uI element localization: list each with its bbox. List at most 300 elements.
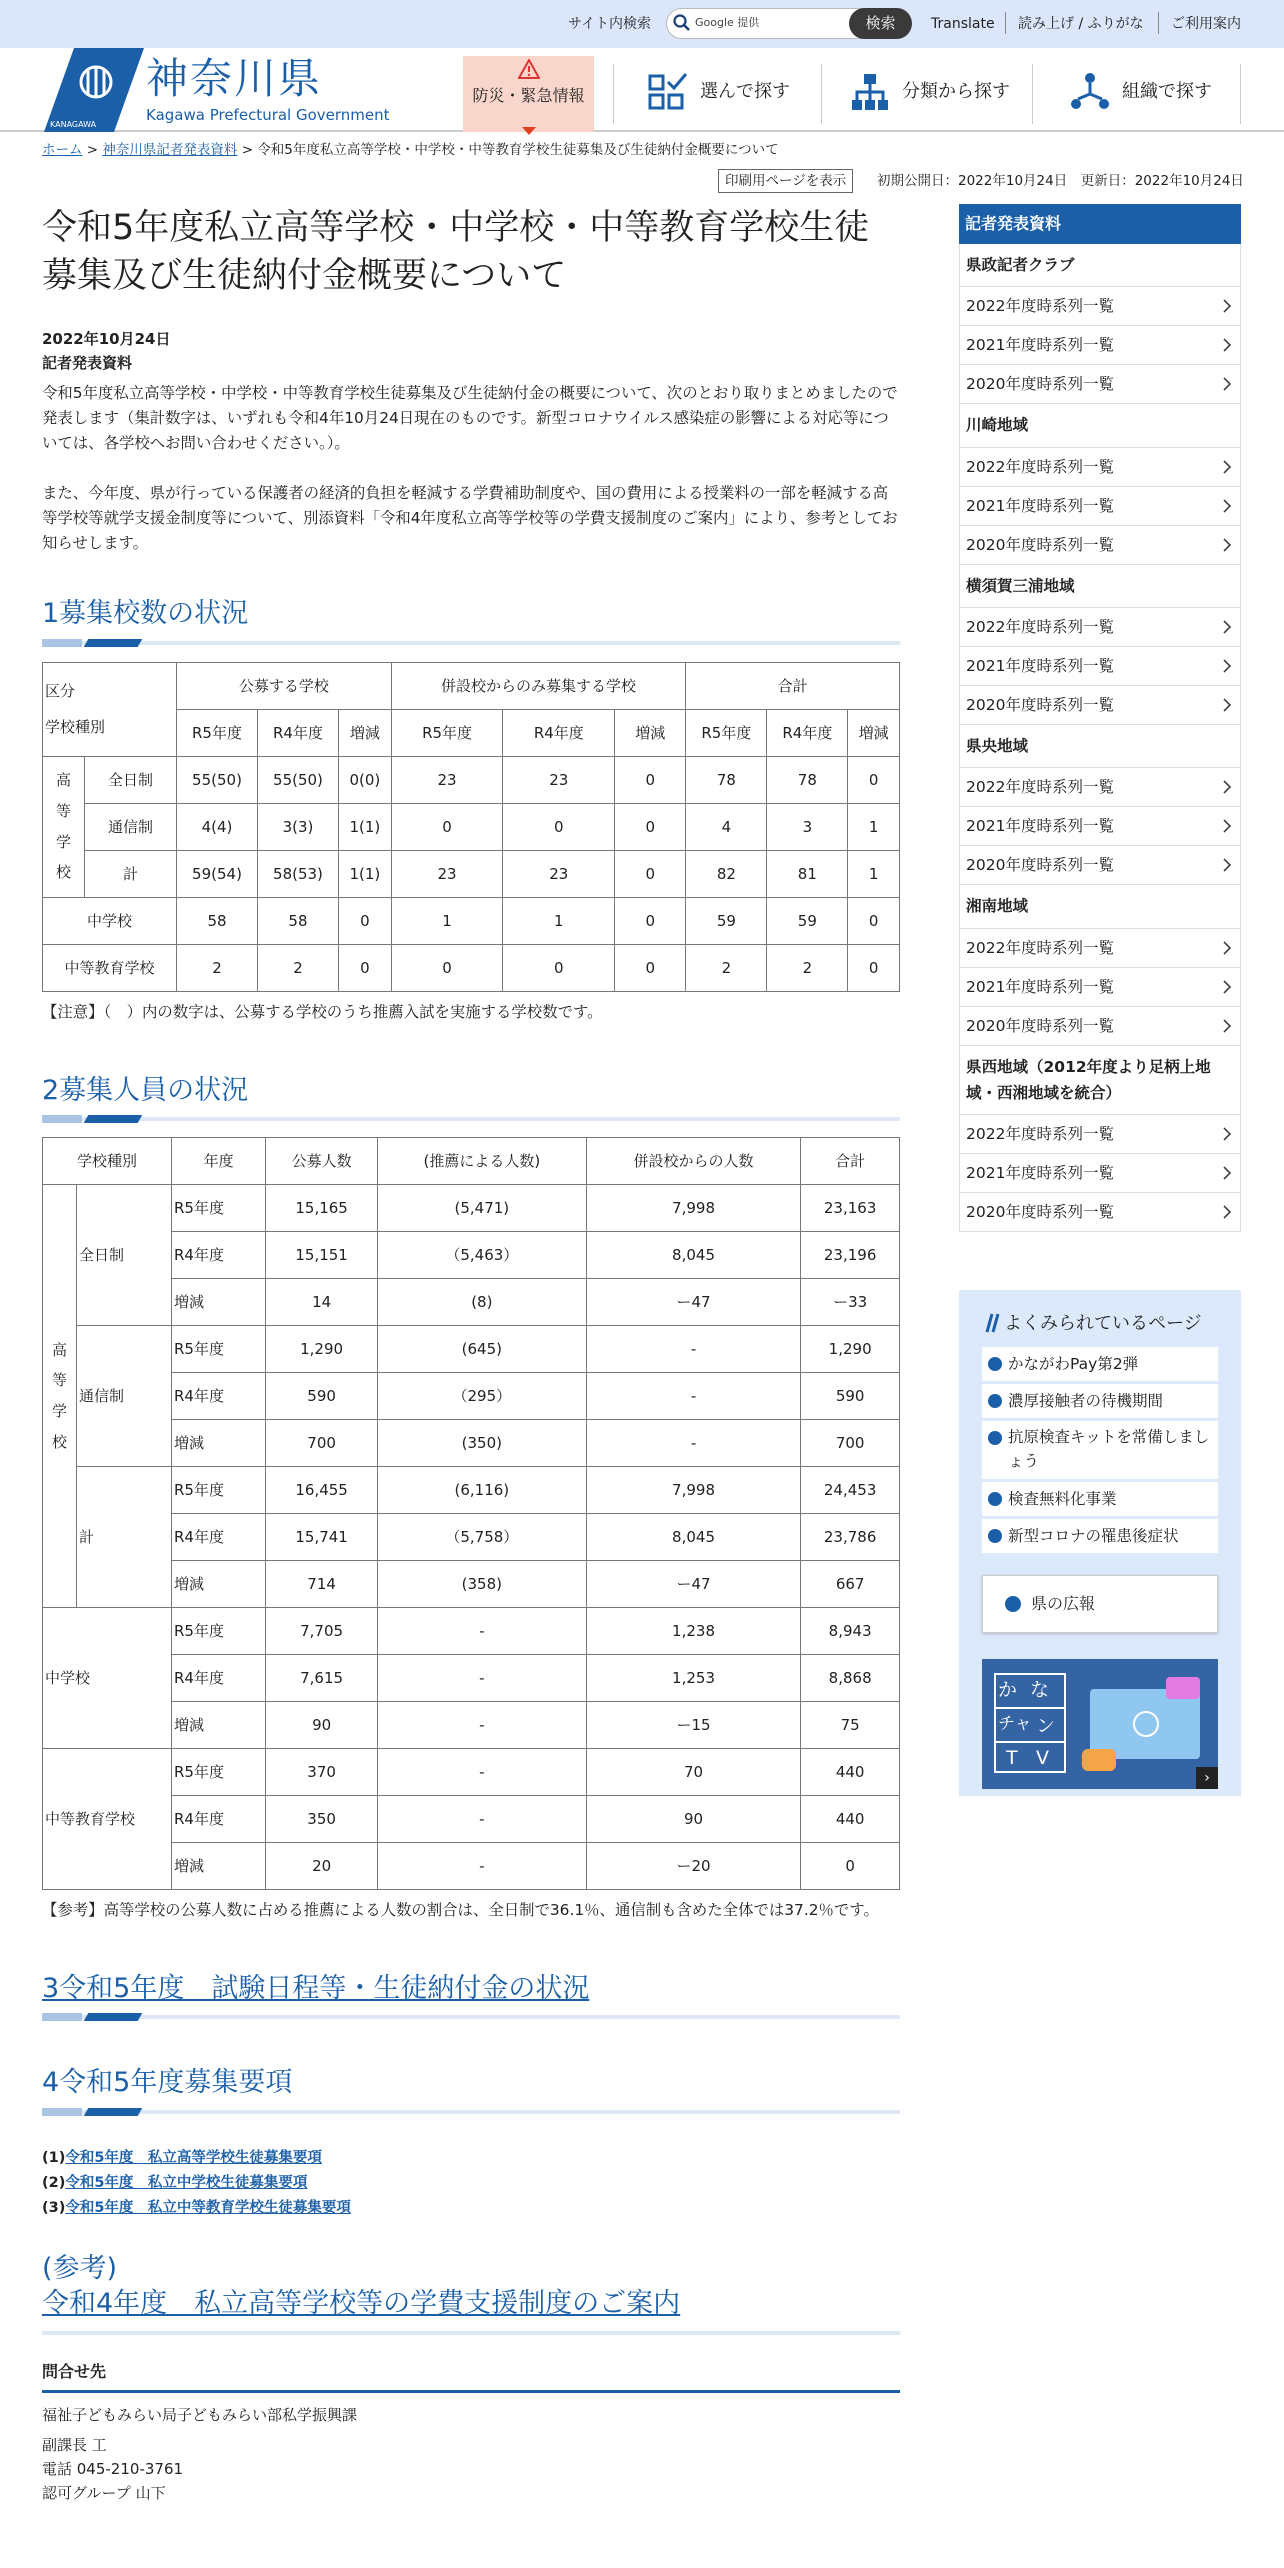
support-paragraph: また、今年度、県が行っている保護者の経済的負担を軽減する学費補助制度や、国の費用による授業料の一部を軽減する高等学校等就学支援金制度等について、別添資料「令和4年度私立高等学校等の学費支援制度のご案内」により、参考としてお知らせします。 (42, 484, 898, 553)
table-cell: ー47 (586, 1561, 801, 1608)
table-cell: 1,238 (586, 1608, 801, 1655)
breadcrumb: ホーム > 神奈川県記者発表資料 > 令和5年度私立高等学校・中学校・中等教育学校生徒募集及び生徒納付金概要について (42, 142, 779, 158)
heading-underline (42, 2108, 900, 2116)
table-cell: 1(1) (338, 850, 391, 897)
sidebar-item[interactable] (959, 1007, 1241, 1046)
table-cell: 55(50) (177, 756, 258, 803)
table-cell: - (377, 1608, 586, 1655)
table-cell: R4年度 (172, 1232, 266, 1279)
table-cell: 14 (266, 1279, 378, 1326)
sidebar-item[interactable] (959, 807, 1241, 846)
translate-link[interactable]: Translate (931, 16, 995, 32)
sidebar-group-heading: 湘南地域 (959, 885, 1241, 928)
table-header-cell: 増減 (848, 709, 900, 756)
table-row (43, 1843, 900, 1890)
table-header-cell: R5年度 (686, 709, 767, 756)
table-cell: (8) (377, 1279, 586, 1326)
sidebar-item-label: 2022年度時系列一覧 (966, 457, 1114, 476)
table-cell: 78 (686, 756, 767, 803)
table-cell: (645) (377, 1326, 586, 1373)
table-cell: 700 (266, 1420, 378, 1467)
table-header-cell: 公募人数 (266, 1138, 378, 1185)
contact-info (42, 2403, 900, 2505)
table-cell: 350 (266, 1796, 378, 1843)
table-row (43, 1467, 900, 1514)
table-cell: 増減 (172, 1561, 266, 1608)
table-cell: 1 (503, 897, 615, 944)
contact-line: 認可グループ 山下 (42, 2484, 166, 2503)
row-label: 中学校 (43, 1608, 172, 1749)
table-cell: 3(3) (257, 803, 338, 850)
popular-page-link[interactable] (982, 1482, 1218, 1516)
sidebar-item[interactable] (959, 287, 1241, 326)
chevron-right-icon (1222, 686, 1232, 738)
table-cell: 24,453 (801, 1467, 900, 1514)
table-cell: ー47 (586, 1279, 801, 1326)
table-cell: 58(53) (257, 850, 338, 897)
table-cell: 440 (801, 1749, 900, 1796)
sidebar-item[interactable] (959, 526, 1241, 565)
table-cell: 8,045 (586, 1232, 801, 1279)
row-label: 通信制 (77, 1326, 172, 1467)
table-cell: 0 (848, 944, 900, 991)
heading-underline (42, 2013, 900, 2021)
nav-label: 組織で探す (1122, 81, 1212, 102)
popular-page-link[interactable] (982, 1384, 1218, 1418)
table-cell: 1 (848, 850, 900, 897)
table-header-row (43, 1138, 900, 1185)
table-cell: 8,045 (586, 1514, 801, 1561)
sidebar-group-heading: 横須賀三浦地域 (959, 565, 1241, 608)
table-cell: 23,786 (801, 1514, 900, 1561)
sidebar-item-label: 2021年度時系列一覧 (966, 817, 1114, 836)
table-cell: 15,165 (266, 1185, 378, 1232)
table-cell: 0 (391, 803, 503, 850)
sidebar-item-label: 2020年度時系列一覧 (966, 1016, 1114, 1035)
table-header-cell: 区分 学校種別 (43, 662, 177, 756)
sidebar-item[interactable] (959, 929, 1241, 968)
nav-label: 分類から探す (902, 81, 1010, 102)
table-cell: 75 (801, 1702, 900, 1749)
heading-underline (42, 1115, 900, 1123)
table-row (43, 1749, 900, 1796)
table-header-cell: (推薦による人数) (377, 1138, 586, 1185)
popular-pages-panel (959, 1290, 1241, 1796)
row-label: 全日制 (85, 756, 177, 803)
table-cell: 1(1) (338, 803, 391, 850)
table-cell: 90 (586, 1796, 801, 1843)
sidebar-group-heading: 県西地域（2012年度より足柄上地域・西湘地域を統合） (959, 1046, 1241, 1116)
table-cell: 20 (266, 1843, 378, 1890)
sidebar-item-label: 2022年度時系列一覧 (966, 618, 1114, 637)
utility-bar (0, 0, 1284, 48)
site-search-label: サイト内検索 (568, 16, 652, 32)
table-cell: 4(4) (177, 803, 258, 850)
guideline-link-item (42, 2171, 900, 2196)
popular-page-label: 抗原検査キットを常備しましょう (1008, 1427, 1210, 1470)
table-cell: - (377, 1655, 586, 1702)
table-cell: 23,163 (801, 1185, 900, 1232)
table-cell: R4年度 (172, 1655, 266, 1702)
sidebar-group-heading: 県政記者クラブ (959, 244, 1241, 287)
enrollment-table (42, 1137, 900, 1890)
breadcrumb-home[interactable]: ホーム (42, 142, 83, 158)
table-cell: 7,615 (266, 1655, 378, 1702)
row-label: 全日制 (77, 1185, 172, 1326)
table-cell: 1,290 (266, 1326, 378, 1373)
guideline-link-item (42, 2146, 900, 2171)
table-cell: 2 (177, 944, 258, 991)
table-cell: 増減 (172, 1279, 266, 1326)
section-heading: 4令和5年度募集要項 (42, 2067, 293, 2099)
table-cell: 8,943 (801, 1608, 900, 1655)
divider (1240, 64, 1241, 124)
table-cell: (358) (377, 1561, 586, 1608)
row-label: 中学校 (43, 897, 177, 944)
table-cell: 0 (848, 756, 900, 803)
sidebar-group-heading: 県央地域 (959, 725, 1241, 768)
intro-paragraph: 令和5年度私立高等学校・中学校・中等教育学校生徒募集及び生徒納付金の概要について、次のとおり取りまとめましたので発表します（集計数字は、いずれも令和4年10月24日現在のものです。新型コロナウイルス感染症の影響による対応等については、各学校へお問い合わせください。）。 (42, 383, 898, 452)
nav-organization[interactable] (1060, 66, 1240, 122)
row-group-label: 高 等 学 校 (43, 756, 85, 897)
table-cell: 23 (391, 756, 503, 803)
sidebar-item-label: 2021年度時系列一覧 (966, 657, 1114, 676)
disaster-info-button[interactable] (463, 56, 594, 132)
hand-image (1082, 1749, 1116, 1771)
sidebar-item[interactable] (959, 768, 1241, 807)
divider (1158, 12, 1159, 34)
table-cell: R4年度 (172, 1514, 266, 1561)
row-label: 計 (85, 850, 177, 897)
document-type: 記者発表資料 (42, 353, 133, 372)
site-header (0, 48, 1284, 132)
table-cell: - (377, 1796, 586, 1843)
table-header-cell: R5年度 (391, 709, 503, 756)
table-row (43, 803, 900, 850)
table-cell: R5年度 (172, 1326, 266, 1373)
table-note: 【注意】（ ）内の数字は、公募する学校のうち推薦入試を実施する学校数です。 (42, 1002, 603, 1021)
link-number: (2) (42, 2174, 66, 2191)
arrow-circle-icon (988, 1394, 1002, 1408)
sidebar-item[interactable] (959, 846, 1241, 885)
sidebar-item-label: 2020年度時系列一覧 (966, 1203, 1114, 1222)
google-provided-label: Google 提供 (695, 16, 760, 29)
table-cell: 82 (686, 850, 767, 897)
sidebar-group-heading: 川崎地域 (959, 404, 1241, 447)
divider (1032, 64, 1033, 124)
popular-page-label: 検査無料化事業 (1008, 1489, 1117, 1508)
table-row (43, 1279, 900, 1326)
table-cell: - (586, 1326, 801, 1373)
popular-page-link[interactable] (982, 1421, 1218, 1479)
table-row (43, 1514, 900, 1561)
table-cell: (350) (377, 1420, 586, 1467)
chat-bubble-image (1166, 1677, 1200, 1699)
divider (1005, 12, 1006, 34)
table-cell: 0 (615, 850, 686, 897)
table-cell: （5,758） (377, 1514, 586, 1561)
table-cell: 667 (801, 1561, 900, 1608)
table-cell: 23 (391, 850, 503, 897)
table-row (43, 850, 900, 897)
table-cell: （295） (377, 1373, 586, 1420)
sidebar-item-label: 2020年度時系列一覧 (966, 696, 1114, 715)
sidebar-item-label: 2022年度時系列一覧 (966, 778, 1114, 797)
koho-link[interactable]: 県の広報 (982, 1575, 1218, 1633)
caret-down-icon (522, 118, 536, 142)
table-cell: 0 (503, 944, 615, 991)
table-cell: - (586, 1373, 801, 1420)
table-cell: 16,455 (266, 1467, 378, 1514)
popular-page-label: かながわPay第2弾 (1008, 1354, 1139, 1373)
table-header-cell: R4年度 (767, 709, 848, 756)
row-label: 中等教育学校 (43, 944, 177, 991)
table-cell: ー33 (801, 1279, 900, 1326)
breadcrumb-parent[interactable]: 神奈川県記者発表資料 (102, 142, 238, 158)
table-cell: 23,196 (801, 1232, 900, 1279)
table-cell: 0 (503, 803, 615, 850)
arrow-circle-icon (988, 1529, 1002, 1543)
section-heading: 1募集校数の状況 (42, 598, 249, 630)
table-cell: ー15 (586, 1702, 801, 1749)
table-cell: 1 (391, 897, 503, 944)
table-cell: - (377, 1749, 586, 1796)
section-heading-link[interactable]: 3令和5年度 試験日程等・生徒納付金の状況 (42, 1973, 590, 2004)
table-cell: R4年度 (172, 1373, 266, 1420)
sidebar-item-label: 2021年度時系列一覧 (966, 977, 1114, 996)
table-cell: 0 (338, 944, 391, 991)
breadcrumb-current: 令和5年度私立高等学校・中学校・中等教育学校生徒募集及び生徒納付金概要について (257, 142, 779, 158)
table-row (43, 897, 900, 944)
table-cell: ー20 (586, 1843, 801, 1890)
table-row (43, 1185, 900, 1232)
table-cell: 4 (686, 803, 767, 850)
sidebar-item[interactable] (959, 608, 1241, 647)
contact-line: 電話 045-210-3761 (42, 2460, 184, 2479)
guideline-links (42, 2146, 900, 2221)
organization-icon (1070, 72, 1110, 122)
table-cell: 70 (586, 1749, 801, 1796)
kanachan-tv-banner[interactable] (982, 1659, 1218, 1789)
table-cell: R5年度 (172, 1467, 266, 1514)
reading-link[interactable]: 読み上げ / ふりがな (1018, 16, 1144, 32)
table-cell: 0 (615, 897, 686, 944)
table-header-cell: 公募する学校 (177, 662, 392, 709)
table-row (43, 1420, 900, 1467)
print-page-button[interactable]: 印刷用ページを表示 (718, 169, 853, 193)
section-heading: 2募集人員の状況 (42, 1074, 249, 1106)
table-cell: 0 (391, 944, 503, 991)
row-label: 計 (77, 1467, 172, 1608)
table-header-cell: R4年度 (503, 709, 615, 756)
table-cell: 増減 (172, 1420, 266, 1467)
table-cell: 55(50) (257, 756, 338, 803)
table-cell: 2 (767, 944, 848, 991)
table-header-cell: 併設校からの人数 (586, 1138, 801, 1185)
sidebar-item-label: 2022年度時系列一覧 (966, 938, 1114, 957)
sidebar-item-label: 2022年度時系列一覧 (966, 297, 1114, 316)
sidebar-item-label: 2020年度時系列一覧 (966, 375, 1114, 394)
nav-category[interactable] (840, 66, 1030, 122)
guideline-link-item (42, 2196, 900, 2221)
release-date: 2022年10月24日 (42, 329, 171, 348)
row-label: 通信制 (85, 803, 177, 850)
table-cell: 590 (266, 1373, 378, 1420)
link-number: (1) (42, 2149, 66, 2166)
table-cell: - (377, 1843, 586, 1890)
table-cell: R4年度 (172, 1796, 266, 1843)
table-cell: 700 (801, 1420, 900, 1467)
sidebar-item-label: 2020年度時系列一覧 (966, 856, 1114, 875)
main-content (42, 204, 900, 2505)
table-cell: （5,463） (377, 1232, 586, 1279)
chevron-right-icon (1222, 1193, 1232, 1245)
table-row (43, 756, 900, 803)
table-header-cell: 合計 (686, 662, 900, 709)
sidebar-item-label: 2022年度時系列一覧 (966, 1125, 1114, 1144)
sidebar-item[interactable] (959, 968, 1241, 1007)
table-cell: 81 (767, 850, 848, 897)
checklist-icon (648, 72, 688, 122)
link-number: (3) (42, 2199, 66, 2216)
table-cell: 7,705 (266, 1608, 378, 1655)
table-cell: (6,116) (377, 1467, 586, 1514)
warning-icon (518, 59, 540, 86)
table-cell: 59 (767, 897, 848, 944)
row-label: 中等教育学校 (43, 1749, 172, 1890)
disaster-label: 防災・緊急情報 (472, 86, 585, 105)
table-cell: 0 (338, 897, 391, 944)
table-cell: 増減 (172, 1702, 266, 1749)
reference-heading: (参考) (42, 2252, 118, 2284)
table-cell: 7,998 (586, 1467, 801, 1514)
table-row (43, 944, 900, 991)
table-cell: 58 (257, 897, 338, 944)
nav-choose[interactable] (640, 66, 820, 122)
slash-icon (982, 1312, 1000, 1344)
divider (613, 64, 614, 124)
table-cell: 0 (615, 803, 686, 850)
table-row (43, 1702, 900, 1749)
table-cell: 90 (266, 1702, 378, 1749)
table-cell: 7,998 (586, 1185, 801, 1232)
sidebar-item[interactable] (959, 1154, 1241, 1193)
logo-small-text: KANAGAWA (50, 120, 97, 129)
table-row (43, 1232, 900, 1279)
table-header-cell: 増減 (615, 709, 686, 756)
site-title[interactable]: 神奈川県 (146, 54, 323, 103)
table-cell: 2 (686, 944, 767, 991)
table-cell: 23 (503, 756, 615, 803)
heading-underline (42, 2329, 900, 2337)
table-header-cell: 増減 (338, 709, 391, 756)
sidebar-title: 記者発表資料 (959, 204, 1241, 244)
table-cell: 78 (767, 756, 848, 803)
table-row (43, 1561, 900, 1608)
table-cell: 714 (266, 1561, 378, 1608)
table-cell: 8,868 (801, 1655, 900, 1702)
table-note: 【参考】高等学校の公募人数に占める推薦による人数の割合は、全日制で36.1％、通信制も含めた全体では37.2％です。 (42, 1901, 879, 1920)
search-icon (672, 13, 692, 40)
reference-link[interactable]: 令和4年度 私立高等学校等の学費支援制度のご案内 (42, 2287, 681, 2319)
guideline-link[interactable]: 令和5年度 私立中学校生徒募集要項 (65, 2174, 308, 2191)
table-cell: 1,253 (586, 1655, 801, 1702)
nav-label: 選んで探す (700, 81, 790, 102)
search-button[interactable]: 検索 (849, 8, 912, 39)
page-title: 令和5年度私立高等学校・中学校・中等教育学校生徒募集及び生徒納付金概要について (42, 208, 870, 297)
table-row (43, 1326, 900, 1373)
guideline-link[interactable]: 令和5年度 私立中等教育学校生徒募集要項 (65, 2199, 351, 2216)
chevron-right-icon (1222, 846, 1232, 898)
table-cell: 590 (801, 1373, 900, 1420)
table-header-cell: R5年度 (177, 709, 258, 756)
table-row (43, 1796, 900, 1843)
table-cell: 3 (767, 803, 848, 850)
table-header-cell: 合計 (801, 1138, 900, 1185)
arrow-circle-icon (988, 1357, 1002, 1371)
popular-page-link[interactable] (982, 1347, 1218, 1381)
table-cell: 59(54) (177, 850, 258, 897)
table-row (43, 1608, 900, 1655)
table-cell: 0 (848, 897, 900, 944)
sidebar-item-label: 2020年度時系列一覧 (966, 535, 1114, 554)
table-cell: 0(0) (338, 756, 391, 803)
table-cell: 58 (177, 897, 258, 944)
hierarchy-icon (850, 72, 890, 122)
sidebar-item[interactable] (959, 326, 1241, 365)
guideline-link[interactable]: 令和5年度 私立高等学校生徒募集要項 (65, 2149, 322, 2166)
table-row (43, 1373, 900, 1420)
arrow-circle-icon (1005, 1596, 1021, 1612)
table-cell: - (586, 1420, 801, 1467)
sidebar-item[interactable] (959, 1193, 1241, 1232)
prefecture-logo[interactable] (44, 48, 144, 139)
heading-underline (42, 639, 900, 647)
school-count-table (42, 662, 900, 992)
sidebar-item[interactable] (959, 686, 1241, 725)
chevron-right-icon (1222, 1007, 1232, 1059)
table-cell: 増減 (172, 1843, 266, 1890)
arrow-circle-icon (988, 1492, 1002, 1506)
contact-line: 副課長 工 (42, 2436, 107, 2455)
table-cell: 2 (257, 944, 338, 991)
popular-heading: よくみられているページ (982, 1310, 1218, 1339)
table-cell: R5年度 (172, 1185, 266, 1232)
chevron-right-icon (1222, 526, 1232, 578)
sidebar-item[interactable] (959, 647, 1241, 686)
table-header-cell: R4年度 (257, 709, 338, 756)
divider (821, 64, 822, 124)
table-header-cell: 学校種別 (43, 1138, 172, 1185)
table-cell: 0 (615, 944, 686, 991)
sidebar-item[interactable] (959, 448, 1241, 487)
popular-page-link[interactable] (982, 1519, 1218, 1553)
kanachan-logo: か な チャ ン T V (994, 1673, 1066, 1773)
chevron-right-icon (1222, 365, 1232, 417)
sidebar-item[interactable] (959, 1115, 1241, 1154)
sidebar-item[interactable] (959, 487, 1241, 526)
guide-link[interactable]: ご利用案内 (1171, 16, 1241, 32)
table-cell: 59 (686, 897, 767, 944)
table-header-cell: 併設校からのみ募集する学校 (391, 662, 686, 709)
table-cell: 23 (503, 850, 615, 897)
table-cell: R5年度 (172, 1749, 266, 1796)
sidebar-item-label: 2021年度時系列一覧 (966, 336, 1114, 355)
sidebar-item[interactable] (959, 365, 1241, 404)
table-cell: 370 (266, 1749, 378, 1796)
table-cell: R5年度 (172, 1608, 266, 1655)
sidebar-item-label: 2021年度時系列一覧 (966, 1164, 1114, 1183)
